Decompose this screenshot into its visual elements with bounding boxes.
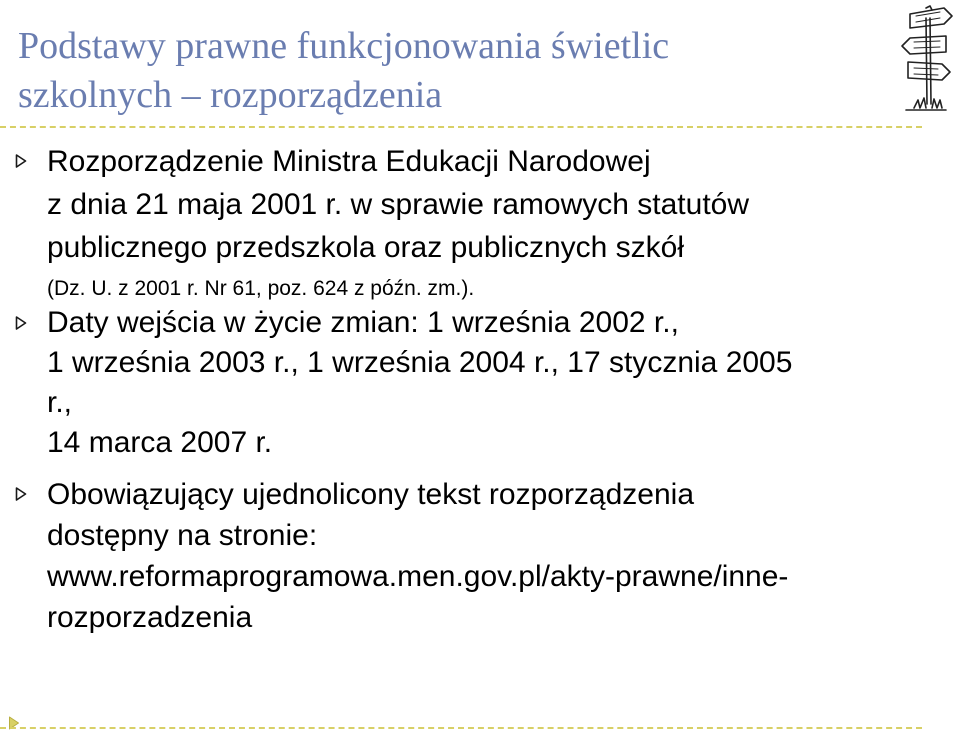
bullet-line: Obowiązujący ujednolicony tekst rozporządzenia bbox=[47, 478, 695, 511]
bullet-item bbox=[47, 303, 927, 463]
slide-title-line: Podstawy prawne funkcjonowania świetlic bbox=[18, 25, 670, 67]
triangle-bullet-icon bbox=[15, 487, 27, 501]
bullet-line: Rozporządzenie Ministra Edukacji Narodowej bbox=[47, 145, 651, 178]
bullet-item bbox=[47, 140, 927, 304]
footer-divider bbox=[0, 727, 922, 729]
bullet-line: r., bbox=[47, 386, 73, 419]
bullet-line: 1 września 2003 r., 1 września 2004 r., 17 stycznia 2005 bbox=[47, 346, 793, 379]
bullet-text bbox=[47, 140, 927, 269]
bullet-line: publicznego przedszkola oraz publicznych szkół bbox=[47, 231, 685, 264]
bullet-line: 14 marca 2007 r. bbox=[47, 426, 273, 459]
bullet-line: dostępny na stronie: bbox=[47, 519, 318, 552]
url-text: rozporzadzenia bbox=[47, 601, 253, 634]
bullet-item bbox=[47, 474, 927, 638]
citation-note: (Dz. U. z 2001 r. Nr 61, poz. 624 z późn. zm.). bbox=[47, 277, 475, 300]
triangle-bullet-icon bbox=[15, 154, 27, 168]
url-text: www.reformaprogramowa.men.gov.pl/akty-prawne/inne- bbox=[47, 560, 789, 593]
slide-title-line: szkolnych – rozporządzenia bbox=[18, 74, 443, 116]
bullet-line: z dnia 21 maja 2001 r. w sprawie ramowych statutów bbox=[47, 188, 749, 221]
bullet-line: Daty wejścia w życie zmian: 1 września 2002 r., bbox=[47, 306, 679, 339]
triangle-bullet-icon bbox=[15, 316, 27, 330]
